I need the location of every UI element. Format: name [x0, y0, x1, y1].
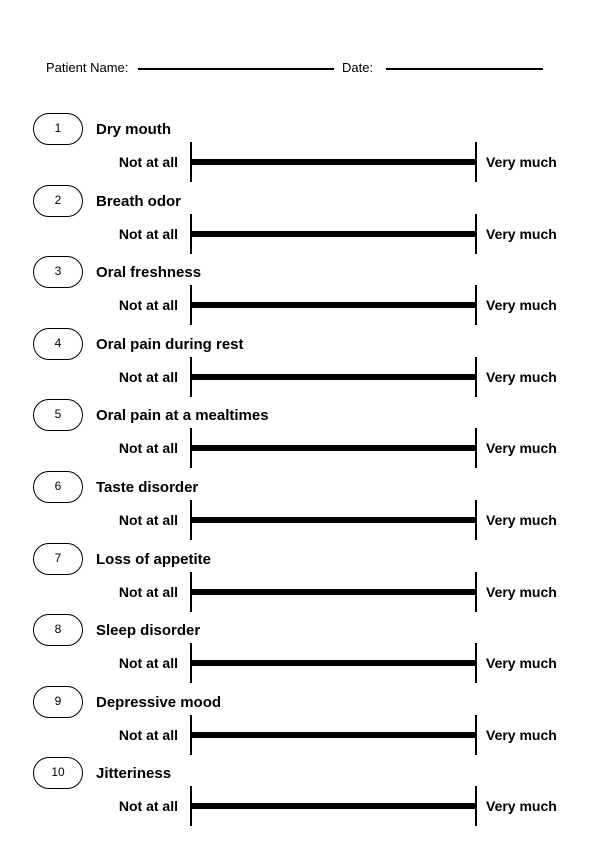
scale-end-tick — [475, 643, 477, 683]
scale-end-tick — [475, 786, 477, 826]
scale-max-label: Very much — [486, 440, 557, 457]
scale-line[interactable] — [191, 231, 476, 237]
item-title: Breath odor — [96, 192, 182, 210]
question-item — [0, 328, 600, 400]
visual-analog-scale[interactable] — [0, 786, 600, 826]
scale-min-label: Not at all — [118, 655, 178, 672]
scale-end-tick — [475, 572, 477, 612]
visual-analog-scale[interactable] — [0, 214, 600, 254]
item-number-badge: 10 — [33, 757, 83, 789]
item-title: Oral pain during rest — [96, 335, 244, 353]
question-item — [0, 614, 600, 686]
visual-analog-scale[interactable] — [0, 285, 600, 325]
scale-end-tick — [475, 214, 477, 254]
scale-line[interactable] — [191, 660, 476, 666]
patient-name-label: Patient Name: — [46, 60, 129, 75]
patient-name-field[interactable] — [138, 68, 334, 70]
scale-max-label: Very much — [486, 297, 557, 314]
scale-min-label: Not at all — [118, 368, 178, 385]
scale-min-label: Not at all — [118, 583, 178, 600]
scale-min-label: Not at all — [118, 726, 178, 743]
scale-end-tick — [475, 357, 477, 397]
scale-min-label: Not at all — [118, 511, 178, 528]
scale-end-tick — [475, 715, 477, 755]
scale-end-tick — [475, 500, 477, 540]
item-title: Depressive mood — [96, 693, 222, 711]
scale-min-label: Not at all — [118, 440, 178, 457]
item-number-badge: 5 — [33, 399, 83, 431]
scale-min-label: Not at all — [118, 798, 178, 815]
item-title: Sleep disorder — [96, 622, 201, 640]
scale-line[interactable] — [191, 302, 476, 308]
question-item — [0, 757, 600, 829]
scale-line[interactable] — [191, 803, 476, 809]
visual-analog-scale[interactable] — [0, 428, 600, 468]
scale-line[interactable] — [191, 732, 476, 738]
scale-line[interactable] — [191, 374, 476, 380]
scale-line[interactable] — [191, 445, 476, 451]
question-item — [0, 543, 600, 615]
visual-analog-scale[interactable] — [0, 357, 600, 397]
scale-end-tick — [475, 142, 477, 182]
visual-analog-scale[interactable] — [0, 715, 600, 755]
scale-line[interactable] — [191, 517, 476, 523]
item-number-badge: 8 — [33, 614, 83, 646]
scale-min-label: Not at all — [118, 225, 178, 242]
date-label: Date: — [342, 60, 374, 75]
scale-line[interactable] — [191, 159, 476, 165]
item-title: Dry mouth — [96, 121, 171, 138]
form-header — [0, 58, 600, 82]
item-title: Oral freshness — [96, 264, 202, 282]
questionnaire-items — [0, 113, 600, 829]
scale-max-label: Very much — [486, 225, 557, 242]
question-item — [0, 185, 600, 257]
item-title: Loss of appetite — [96, 550, 212, 568]
visual-analog-scale[interactable] — [0, 142, 600, 182]
scale-max-label: Very much — [486, 154, 557, 170]
scale-max-label: Very much — [486, 726, 557, 743]
question-item — [0, 686, 600, 758]
question-item — [0, 399, 600, 471]
item-title: Jitteriness — [96, 765, 172, 783]
item-number-badge: 1 — [33, 113, 83, 145]
scale-end-tick — [475, 428, 477, 468]
date-field[interactable] — [386, 68, 543, 70]
question-item — [0, 113, 600, 185]
scale-max-label: Very much — [486, 368, 557, 385]
item-number-badge: 9 — [33, 686, 83, 718]
visual-analog-scale[interactable] — [0, 643, 600, 683]
question-item — [0, 471, 600, 543]
scale-min-label: Not at all — [118, 297, 178, 314]
scale-max-label: Very much — [486, 511, 557, 528]
item-number-badge: 3 — [33, 256, 83, 288]
item-title: Oral pain at a mealtimes — [96, 407, 269, 425]
item-number-badge: 6 — [33, 471, 83, 503]
question-item — [0, 256, 600, 328]
scale-max-label: Very much — [486, 798, 557, 815]
scale-max-label: Very much — [486, 655, 557, 672]
item-number-badge: 4 — [33, 328, 83, 360]
visual-analog-scale[interactable] — [0, 500, 600, 540]
visual-analog-scale[interactable] — [0, 572, 600, 612]
scale-max-label: Very much — [486, 583, 557, 600]
item-number-badge: 2 — [33, 185, 83, 217]
item-number-badge: 7 — [33, 543, 83, 575]
scale-end-tick — [475, 285, 477, 325]
scale-min-label: Not at all — [118, 154, 178, 170]
scale-line[interactable] — [191, 589, 476, 595]
item-title: Taste disorder — [96, 478, 199, 496]
